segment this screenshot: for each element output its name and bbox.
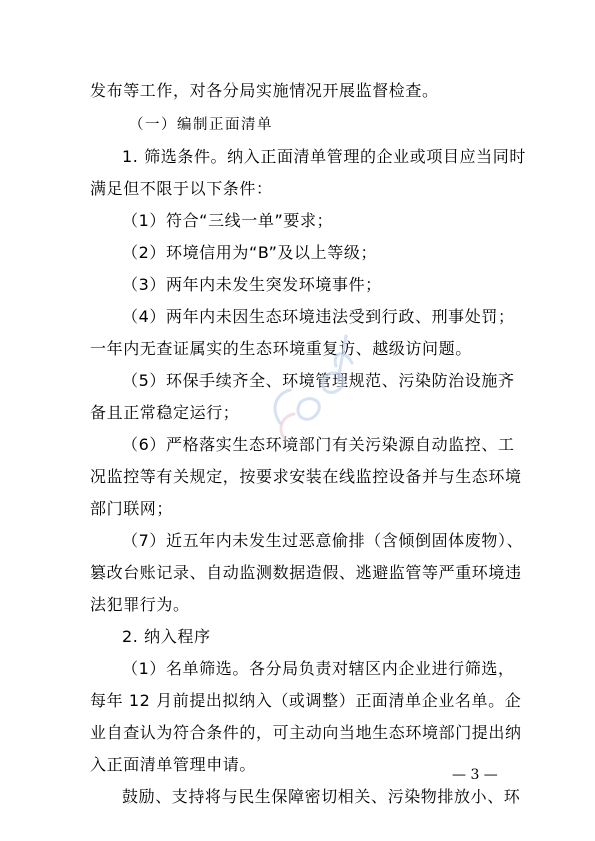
text-line: （7）近五年内未发生过恶意偷排（含倾倒固体废物）、: [122, 531, 524, 550]
text-line: （5）环保手续齐全、环境管理规范、污染防治设施齐: [122, 371, 515, 390]
text-line: 发布等工作，对各分局实施情况开展监督检查。: [90, 81, 439, 100]
text-line: 法犯罪行为。: [90, 595, 190, 614]
page-number: — 3 —: [452, 767, 498, 783]
text-line: （6）严格落实生态环境部门有关污染源自动监控、工: [122, 435, 515, 454]
text-line: 鼓励、支持将与民生保障密切相关、污染物排放小、环: [122, 787, 521, 806]
text-line: 入正面清单管理申请。: [90, 755, 257, 774]
text-line: 每年 12 月前提出拟纳入（或调整）正面清单企业名单。企: [90, 691, 522, 710]
text-line: 1. 筛选条件。纳入正面清单管理的企业或项目应当同时: [122, 147, 526, 166]
text-line: 备且正常稳定运行；: [90, 403, 240, 422]
text-line: 一年内无查证属实的生态环境重复访、越级访问题。: [90, 339, 472, 358]
section-heading: （一）编制正面清单: [129, 117, 273, 133]
section-heading: 2. 纳入程序: [122, 627, 211, 646]
text-line: （1）名单筛选。各分局负责对辖区内企业进行筛选，: [122, 659, 515, 678]
text-line: 篡改台账记录、自动监测数据造假、逃避监管等严重环境违: [90, 563, 522, 582]
text-line: 满足但不限于以下条件：: [90, 179, 273, 198]
text-line: 况监控等有关规定，按要求安装在线监控设备并与生态环境: [90, 467, 522, 486]
text-line: （2）环境信用为“B”及以上等级；: [122, 243, 378, 262]
text-line: 业自查认为符合条件的，可主动向当地生态环境部门提出纳: [90, 723, 522, 742]
text-line: （3）两年内未发生突发环境事件；: [122, 275, 382, 294]
text-line: 部门联网；: [90, 499, 174, 518]
text-line: （4）两年内未因生态环境违法受到行政、刑事处罚；: [122, 307, 515, 326]
text-line: （1）符合“三线一单”要求；: [122, 211, 334, 230]
